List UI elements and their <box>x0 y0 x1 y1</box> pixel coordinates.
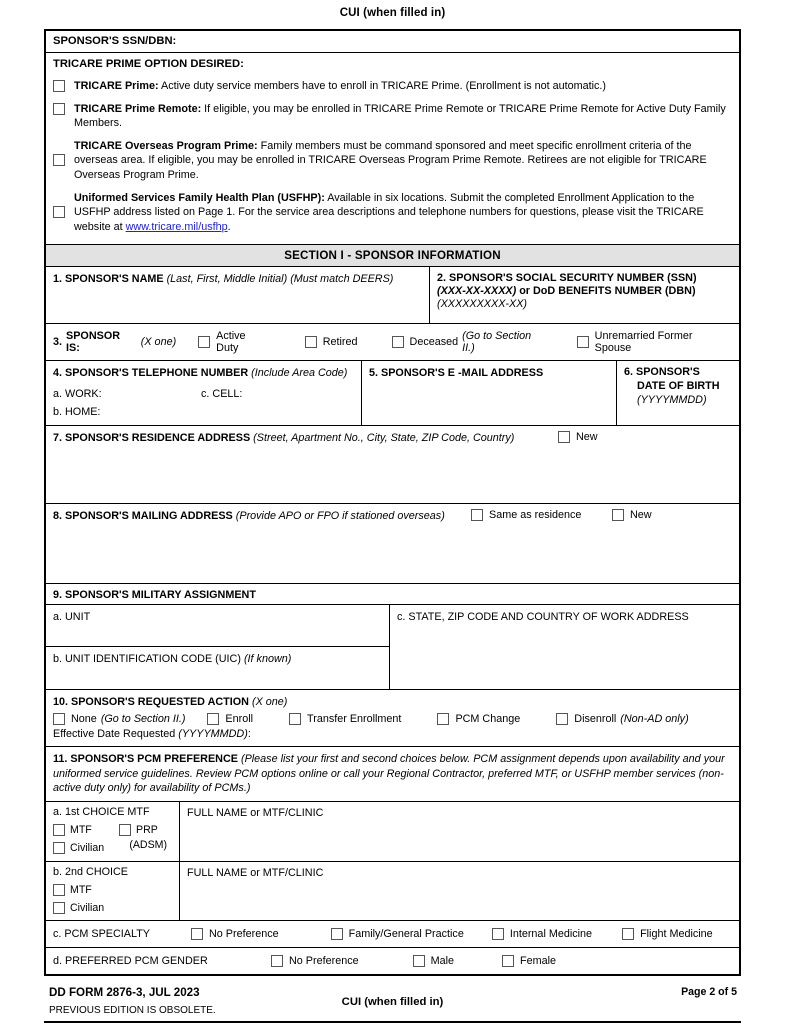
option-action-none-hint: (Go to Section II.) <box>100 713 186 726</box>
field-1-hint-2: (Must match DEERS) <box>290 273 394 286</box>
option-residence-new[interactable] <box>558 430 598 444</box>
field-6-format-hint: (YYYYMMDD) <box>637 393 707 406</box>
pcm-first-choice-options <box>46 802 180 861</box>
tricare-option-usfhp[interactable] <box>46 187 739 239</box>
field-8-number: 8. <box>53 510 63 523</box>
form-id: DD FORM 2876-3, JUL 2023 <box>49 986 200 999</box>
checkbox-pcm1-prp[interactable] <box>119 824 131 836</box>
option-retired-label: Retired <box>322 336 358 349</box>
field-2-dbn-format: (XXXXXXXXX-XX) <box>437 297 528 310</box>
field-sponsor-telephone[interactable] <box>46 361 362 425</box>
option-pcm1-mtf-label: MTF <box>70 823 92 836</box>
field-4c-cell-label: c. CELL: <box>201 388 243 401</box>
field-pcm-preference-header <box>46 747 739 801</box>
checkbox-action-disenroll[interactable] <box>556 713 568 725</box>
field-7-number: 7. <box>53 432 63 445</box>
page-bottom-rule <box>44 1021 741 1023</box>
field-4-number: 4. <box>53 367 63 380</box>
checkbox-specialty-no-preference[interactable] <box>191 928 203 940</box>
checkbox-action-none[interactable] <box>53 713 65 725</box>
pcm-second-choice-options <box>46 862 180 920</box>
field-11-hint: (Please list your first and second choices below. PCM assignment depends upon availability and your uniformed service guidelines. Review PCM options online or call your Regional Contractor, preferred MTF, or USFHP member services (non-active duty only) for availability of PCMs.) <box>53 753 725 795</box>
pcm-second-choice-row <box>46 862 739 921</box>
option-retired[interactable] <box>305 336 358 348</box>
field-9-header <box>46 584 739 605</box>
section-1-header: SECTION I - SPONSOR INFORMATION <box>46 244 739 267</box>
tricare-option-list <box>46 72 739 244</box>
option-unremarried-former-spouse[interactable] <box>577 330 732 354</box>
effective-date-requested[interactable] <box>46 727 739 746</box>
checkbox-action-enroll[interactable] <box>207 713 219 725</box>
checkbox-action-transfer-enrollment[interactable] <box>289 713 301 725</box>
option-specialty-flight-medicine[interactable] <box>622 928 713 940</box>
field-6-label-line2: DATE OF BIRTH <box>637 379 720 392</box>
tricare-option-text <box>74 191 729 235</box>
option-action-none[interactable] <box>53 713 185 725</box>
pcm-specialty-label: c. PCM SPECIALTY <box>53 927 150 940</box>
option-action-enroll[interactable] <box>207 713 253 725</box>
checkbox-same-as-residence-label: Same as residence <box>489 509 582 522</box>
tricare-option-lead: Uniformed Services Family Health Plan (USFHP): <box>74 191 325 204</box>
option-specialty-family-general-practice[interactable] <box>331 928 464 940</box>
option-specialty-internal-medicine[interactable] <box>492 928 592 940</box>
field-11-label: SPONSOR'S PCM PREFERENCE <box>70 753 238 766</box>
row-sponsor-is <box>46 324 739 361</box>
checkbox-tricare-prime[interactable] <box>53 80 65 92</box>
option-action-pcm-change-label: PCM Change <box>455 713 521 726</box>
field-2-dbn-label: or DoD BENEFITS NUMBER (DBN) <box>516 284 696 297</box>
option-mailing-same-as-residence[interactable] <box>471 508 581 522</box>
usfhp-website-link[interactable]: www.tricare.mil/usfhp <box>125 220 228 233</box>
checkbox-tricare-overseas-program-prime[interactable] <box>53 154 65 166</box>
option-specialty-no-preference[interactable] <box>191 928 279 940</box>
row-phone-email-dob <box>46 361 739 426</box>
field-9b-hint: (If known) <box>243 653 292 666</box>
field-9a-unit[interactable] <box>46 605 389 647</box>
tricare-option-desc: If eligible, you may be enrolled in TRICARE Prime Remote or TRICARE Prime Remote for Active Duty Family Members. <box>74 102 726 130</box>
tricare-option-lead: TRICARE Prime: <box>74 80 159 92</box>
pcm-gender-label: d. PREFERRED PCM GENDER <box>53 954 208 967</box>
checkbox-pcm2-mtf[interactable] <box>53 884 65 896</box>
field-4-hint: (Include Area Code) <box>251 367 348 380</box>
field-4b-home-label: b. HOME: <box>53 406 101 419</box>
row-sponsor-ssn-dbn <box>46 31 739 53</box>
field-8-hint: (Provide APO or FPO if stationed overseas) <box>235 510 445 523</box>
field-10-hint: (X one) <box>251 696 288 709</box>
effective-date-label: Effective Date Requested <box>53 728 176 741</box>
option-action-none-label: None <box>71 713 97 726</box>
field-6-label-line1: SPONSOR'S <box>636 366 700 379</box>
option-gender-no-preference[interactable] <box>271 955 359 967</box>
pcm1-adsm-note: (ADSM) <box>129 838 167 851</box>
effective-date-hint: (YYYYMMDD) <box>178 728 248 741</box>
field-sponsor-dob[interactable] <box>617 361 739 425</box>
option-action-enroll-label: Enroll <box>225 713 254 726</box>
option-gender-male-label: Male <box>430 954 455 967</box>
pcm-second-choice-name-field[interactable] <box>180 862 739 920</box>
tricare-option-desc: Available in six locations. Submit the completed Enrollment Application to the USFHP address listed on Page 1. For the service area descriptions and telephone numbers for questions, please visit the TRICARE website at <box>74 191 704 233</box>
checkbox-residence-new[interactable] <box>558 431 570 443</box>
checkbox-deceased[interactable] <box>392 336 404 348</box>
field-9-number: 9. <box>53 589 63 602</box>
tricare-option-header: TRICARE PRIME OPTION DESIRED: <box>53 58 244 70</box>
pcm-first-choice-label: a. 1st CHOICE MTF <box>53 805 150 818</box>
pcm-specialty-row <box>46 921 739 948</box>
row-sponsor-name-ssn <box>46 267 739 324</box>
field-sponsor-residence-address[interactable] <box>46 426 739 504</box>
tricare-option-lead: TRICARE Prime Remote: <box>74 102 202 115</box>
checkbox-specialty-family-general-practice[interactable] <box>331 928 343 940</box>
usfhp-text-after: . <box>227 220 231 233</box>
field-1-hint-1: (Last, First, Middle Initial) <box>166 273 288 286</box>
option-pcm2-civilian-label: Civilian <box>70 901 105 914</box>
pcm-first-choice-name-field[interactable] <box>180 802 739 861</box>
field-sponsor-email[interactable] <box>362 361 617 425</box>
field-3-number: 3. <box>53 336 63 349</box>
field-4-label: SPONSOR'S TELEPHONE NUMBER <box>65 367 249 380</box>
field-sponsor-name[interactable] <box>46 267 430 323</box>
option-specialty-family-general-practice-label: Family/General Practice <box>348 927 464 940</box>
option-gender-female-label: Female <box>520 954 557 967</box>
option-pcm1-prp-label: PRP <box>136 823 158 836</box>
checkbox-residence-new-label: New <box>576 431 598 444</box>
pcm-second-choice-name-label: FULL NAME or MTF/CLINIC <box>187 866 324 879</box>
tricare-option-lead: TRICARE Overseas Program Prime: <box>74 139 258 152</box>
pcm-second-choice-label: b. 2nd CHOICE <box>53 865 129 878</box>
field-6-number: 6. <box>624 366 634 379</box>
field-3-hint: (X one) <box>140 336 177 349</box>
checkbox-specialty-internal-medicine[interactable] <box>492 928 504 940</box>
field-2-number: 2. <box>437 272 447 285</box>
field-7-label: SPONSOR'S RESIDENCE ADDRESS <box>65 432 251 445</box>
checkbox-action-pcm-change[interactable] <box>437 713 449 725</box>
option-action-disenroll[interactable] <box>556 713 688 725</box>
tricare-option-overseas-program-prime[interactable] <box>46 135 739 187</box>
checkbox-same-as-residence[interactable] <box>471 509 483 521</box>
field-8-label: SPONSOR'S MAILING ADDRESS <box>65 510 233 523</box>
checkbox-gender-male[interactable] <box>413 955 425 967</box>
field-2-ssn-format: (XXX-XX-XXXX) <box>437 284 517 297</box>
field-sponsor-mailing-address[interactable] <box>46 504 739 584</box>
field-sponsor-ssn-dbn[interactable] <box>430 267 739 323</box>
tricare-option-text <box>74 139 729 183</box>
option-pcm1-civilian[interactable] <box>53 842 119 854</box>
option-pcm1-prp[interactable] <box>119 824 173 836</box>
checkbox-pcm1-civilian[interactable] <box>53 842 65 854</box>
field-1-label: SPONSOR'S NAME <box>65 273 164 286</box>
tricare-option-desc: Active duty service members have to enroll in TRICARE Prime. (Enrollment is not automatic.) <box>158 80 607 92</box>
field-9c-work-address[interactable] <box>390 605 739 689</box>
checkbox-pcm2-civilian[interactable] <box>53 902 65 914</box>
option-deceased-hint: (Go to Section II.) <box>462 330 532 355</box>
field-5-number: 5. <box>369 367 379 380</box>
sponsor-ssn-dbn-label: SPONSOR'S SSN/DBN: <box>53 35 177 47</box>
form-body <box>44 29 741 976</box>
field-11-number: 11. <box>53 753 68 766</box>
pcm-gender-row <box>46 948 739 974</box>
option-specialty-internal-medicine-label: Internal Medicine <box>509 927 593 940</box>
option-action-transfer-enrollment[interactable] <box>289 713 401 725</box>
option-active-duty-label: Active Duty <box>216 330 246 355</box>
checkbox-pcm1-mtf[interactable] <box>53 824 65 836</box>
previous-edition-note: PREVIOUS EDITION IS OBSOLETE. <box>49 1005 216 1016</box>
option-gender-no-preference-label: No Preference <box>289 954 359 967</box>
checkbox-unremarried-former-spouse[interactable] <box>577 336 589 348</box>
tricare-option-text <box>74 102 729 131</box>
checkbox-tricare-prime-remote[interactable] <box>53 103 65 115</box>
pcm-first-choice-row <box>46 802 739 862</box>
field-9b-uic[interactable] <box>46 647 389 689</box>
option-gender-female[interactable] <box>502 955 556 967</box>
military-assignment-left-column <box>46 605 390 689</box>
field-2-label: SPONSOR'S SOCIAL SECURITY NUMBER (SSN) <box>449 272 697 285</box>
field-9a-label: a. UNIT <box>53 611 91 624</box>
checkbox-mailing-new-label: New <box>630 509 652 522</box>
tricare-option-desc: Family members must be command sponsored and meet specific enrollment criteria of the overseas area. If eligible, you may be enrolled in TRICARE Overseas Program Prime Remote. Retirees are not eligible for TRICARE Overseas Program Prime. <box>74 139 707 181</box>
option-action-disenroll-hint: (Non-AD only) <box>620 713 689 726</box>
option-active-duty[interactable] <box>198 330 271 354</box>
field-9-label: SPONSOR'S MILITARY ASSIGNMENT <box>65 589 256 602</box>
option-action-pcm-change[interactable] <box>437 713 520 725</box>
checkbox-usfhp[interactable] <box>53 206 65 218</box>
field-7-hint: (Street, Apartment No., City, State, ZIP Code, Country) <box>253 432 515 445</box>
field-5-label: SPONSOR'S E -MAIL ADDRESS <box>381 367 544 380</box>
option-deceased[interactable] <box>392 330 547 354</box>
effective-date-colon: : <box>247 728 251 741</box>
option-unremarried-former-spouse-label: Unremarried Former Spouse <box>594 330 693 355</box>
field-10-label: SPONSOR'S REQUESTED ACTION <box>71 696 249 709</box>
checkbox-active-duty[interactable] <box>198 336 210 348</box>
option-pcm2-civilian[interactable] <box>53 902 173 914</box>
option-pcm1-mtf[interactable] <box>53 824 119 836</box>
field-9b-label: b. UNIT IDENTIFICATION CODE (UIC) <box>53 653 241 666</box>
option-action-disenroll-label: Disenroll <box>574 713 617 726</box>
field-1-number: 1. <box>53 273 63 286</box>
tricare-prime-option-section <box>46 53 739 244</box>
tricare-option-text <box>74 79 729 94</box>
option-pcm1-civilian-label: Civilian <box>70 841 105 854</box>
checkbox-mailing-new[interactable] <box>612 509 624 521</box>
checkbox-gender-female[interactable] <box>502 955 514 967</box>
field-10-number: 10. <box>53 696 69 709</box>
checkbox-retired[interactable] <box>305 336 317 348</box>
field-4a-work-label: a. WORK: <box>53 388 102 401</box>
field-3-label: SPONSOR IS: <box>66 330 121 355</box>
option-specialty-no-preference-label: No Preference <box>209 927 279 940</box>
row-military-assignment-grid <box>46 605 739 690</box>
option-deceased-label: Deceased <box>409 336 459 349</box>
option-mailing-new[interactable] <box>612 508 652 522</box>
option-pcm2-mtf[interactable] <box>53 884 173 896</box>
checkbox-specialty-flight-medicine[interactable] <box>622 928 634 940</box>
option-action-transfer-enrollment-label: Transfer Enrollment <box>307 713 402 726</box>
tricare-option-tricare-prime[interactable] <box>46 75 739 98</box>
field-sponsor-requested-action <box>46 690 739 747</box>
page-number: Page 2 of 5 <box>681 986 737 998</box>
pcm-first-choice-name-label: FULL NAME or MTF/CLINIC <box>187 806 324 819</box>
checkbox-gender-no-preference[interactable] <box>271 955 283 967</box>
option-gender-male[interactable] <box>413 955 454 967</box>
option-pcm2-mtf-label: MTF <box>70 883 92 896</box>
cui-banner-top: CUI (when filled in) <box>339 7 446 19</box>
form-footer <box>44 986 741 1022</box>
cui-banner-bottom: CUI (when filled in) <box>341 996 444 1008</box>
field-9c-label: c. STATE, ZIP CODE AND COUNTRY OF WORK ADDRESS <box>397 611 689 624</box>
option-specialty-flight-medicine-label: Flight Medicine <box>640 927 713 940</box>
tricare-option-tricare-prime-remote[interactable] <box>46 98 739 135</box>
